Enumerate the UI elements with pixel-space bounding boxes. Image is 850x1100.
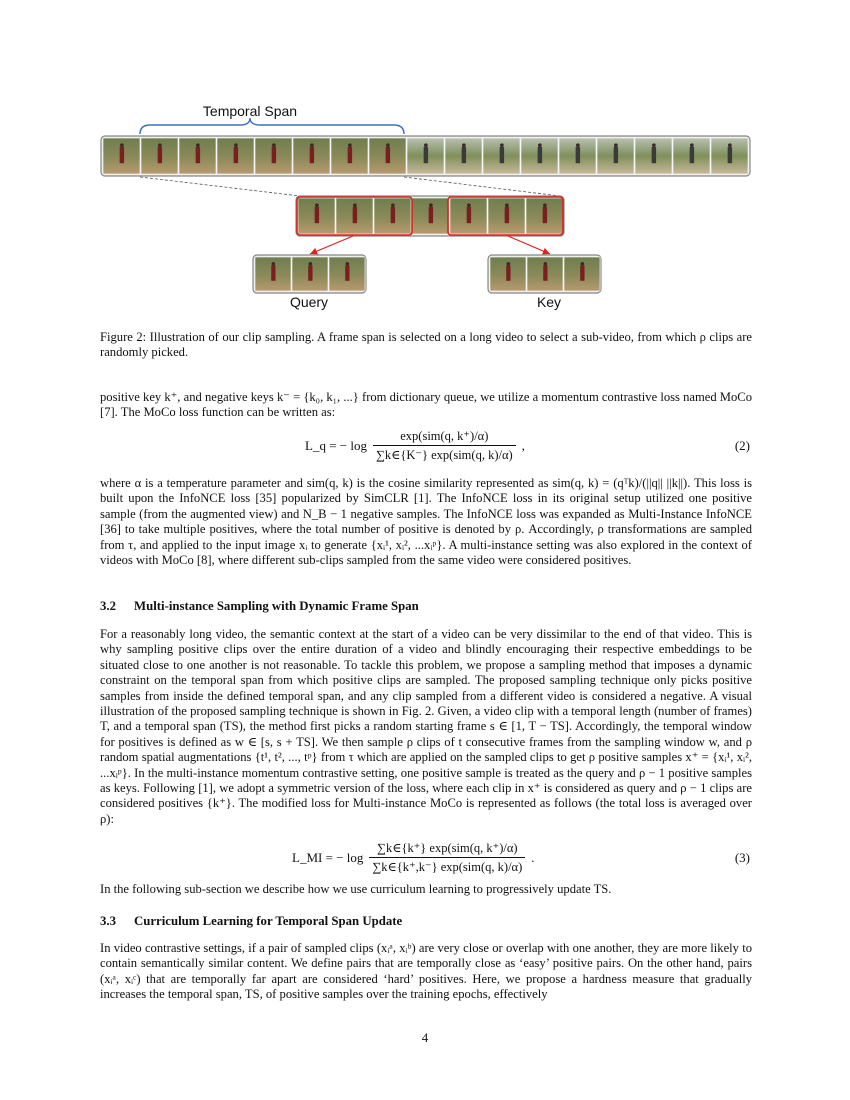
eq2-denominator: ∑k∈{K⁻} exp(sim(q, k)/α) (373, 445, 516, 463)
video-frame-thumbnail (374, 198, 411, 234)
key-label: Key (536, 294, 562, 310)
paragraph-transition: In the following sub-section we describe how we use curriculum learning to progressively update TS. (100, 882, 612, 896)
eq3-trail: . (531, 849, 535, 865)
eq2-numerator: exp(sim(q, k⁺)/α) (400, 429, 489, 443)
key-clip (488, 255, 601, 293)
video-frame-thumbnail (292, 257, 328, 291)
figure-graphic (98, 98, 753, 313)
temporal-span-label: Temporal Span (202, 103, 298, 119)
projection-line-left (140, 177, 300, 196)
video-frame-thumbnail (255, 257, 291, 291)
video-frame-thumbnail (711, 138, 748, 174)
video-frame-thumbnail (597, 138, 634, 174)
video-frame-thumbnail (412, 198, 449, 234)
query-clip (253, 255, 366, 293)
query-arrow (310, 236, 353, 254)
section-title: Curriculum Learning for Temporal Span Update (134, 914, 403, 928)
video-frame-thumbnail (331, 138, 368, 174)
video-frame-thumbnail (217, 138, 254, 174)
eq2-fraction (373, 428, 516, 463)
video-frame-thumbnail (526, 198, 563, 234)
video-frame-thumbnail (488, 198, 525, 234)
eq3-lhs: L_MI = − log (292, 849, 364, 865)
eq3-denominator: ∑k∈{k⁺,k⁻} exp(sim(q, k)/α) (369, 857, 525, 875)
video-frame-thumbnail (635, 138, 672, 174)
eq3-numerator: ∑k∈{k⁺} exp(sim(q, k⁺)/α) (377, 841, 518, 855)
video-frame-strip (101, 136, 750, 176)
query-frames (255, 257, 365, 291)
section-heading-3-2 (100, 599, 419, 614)
paragraph-moco-intro: positive key k⁺, and negative keys k⁻ = {k₀, k₁, ...} from dictionary queue, we utilize a momentum contrastive loss named MoCo [7]. The MoCo loss function can be written as: (100, 390, 752, 420)
section-number: 3.3 (100, 914, 116, 928)
equation-3 (100, 840, 752, 880)
projection-line-right (404, 177, 560, 196)
video-frame-thumbnail (141, 138, 178, 174)
paragraph-sampling: For a reasonably long video, the semantic context at the start of a video can be very dissimilar to the end of that video. This is why sampling positive clips over the entire duration of a video and blindly encouraging their respective embeddings to be situated close to one another is not reasonable. To tackle this problem, we propose a sampling method that imposes a dynamic constraint on the temporal span from which positive clips are sampled. The proposed sampling technique only picks positive samples from inside the defined temporal span, and any clip sampled from a different video is considered a negative. A visual illustration of the proposed sampling technique is shown in Fig. 2. Given, a video clip with a temporal length (number of frames) T, and a temporal span (TS), the method first picks a random starting frame s ∈ [1, T − TS]. Accordingly, the temporal window for positives is defined as w ∈ [s, s + TS]. We then sample ρ clips of t consecutive frames from the sampling window w, and ρ random spatial augmentations {t¹, t², ..., tᵖ} from τ which are applied on the sampled clips to get ρ positive samples x⁺ = {xᵢ¹, xᵢ², ...xᵢᵖ}. In the multi-instance momentum contrastive setting, one positive sample is treated as the query and ρ − 1 positive samples as keys. Following [1], we adopt a symmetric version of the loss, where each clip in x⁺ is considered as query and ρ − 1 clips are considered positives {k⁺}. The modified loss for Multi-instance MoCo is represented as follows (the total loss is averaged over ρ): (100, 627, 752, 826)
video-frame-thumbnail (559, 138, 596, 174)
video-frame-thumbnail (673, 138, 710, 174)
video-frame-thumbnail (564, 257, 600, 291)
figure-caption: Figure 2: Illustration of our clip sampling. A frame span is selected on a long video to select a sub-video, from which ρ clips are randomly picked. (100, 330, 752, 360)
video-frame-thumbnail (527, 257, 563, 291)
video-frame-thumbnail (329, 257, 365, 291)
section-title: Multi-instance Sampling with Dynamic Frame Span (134, 599, 419, 613)
paragraph-infonce: where α is a temperature parameter and sim(q, k) is the cosine similarity represented as sim(q, k) = (qᵀk)/(||q|| ||k||). This loss is built upon the InfoNCE loss [35] popularized by SimCLR [1]. The InfoNCE loss in its original setup utilized one positive sample (from the augmented view) and N_B − 1 negative samples. The InfoNCE loss was expanded as Multi-Instance InfoNCE [36] to take multiple positives, where the total number of positive is denoted by ρ. Accordingly, ρ transformations are sampled from τ, and applied to the input image xᵢ to generate {xᵢ¹, xᵢ², ...xᵢᵖ}. A multi-instance setting was also explored in the context of videos with MoCo [8], where different sub-clips sampled from the same video were considered positives. (100, 476, 752, 568)
sub-video-strip (296, 196, 564, 236)
key-frames (490, 257, 600, 291)
equation-2 (100, 428, 752, 466)
video-frame-thumbnail (483, 138, 520, 174)
section-heading-3-3 (100, 914, 402, 929)
eq2-number: (2) (734, 438, 750, 453)
eq3-number: (3) (734, 850, 750, 865)
video-frame-thumbnail (179, 138, 216, 174)
video-frame-thumbnail (450, 198, 487, 234)
key-arrow (508, 236, 550, 254)
eq2-trail: , (521, 437, 525, 453)
video-frame-thumbnail (293, 138, 330, 174)
temporal-span-brace (140, 118, 404, 134)
sub-frames (298, 198, 563, 234)
figure-clip-sampling (98, 98, 753, 313)
eq2-lhs: L_q = − log (305, 437, 367, 453)
video-frame-thumbnail (103, 138, 140, 174)
video-frame-thumbnail (298, 198, 335, 234)
video-frame-thumbnail (521, 138, 558, 174)
video-frame-thumbnail (336, 198, 373, 234)
video-frame-thumbnail (490, 257, 526, 291)
video-frame-thumbnail (369, 138, 406, 174)
video-frame-thumbnail (407, 138, 444, 174)
paragraph-curriculum: In video contrastive settings, if a pair of sampled clips (xᵢᵃ, xᵢᵇ) are very close or overlap with one another, they are more likely to contain semantically similar content. We define pairs that are temporally close as ‘easy’ positive pairs. On the other hand, pairs (xᵢᵃ, xᵢᶜ) that are temporally far apart are considered ‘hard’ positives. Here, we propose a hardness measure that gradually increases the temporal span, TS, of positive samples over the training epochs, effectively (100, 941, 752, 1002)
section-number: 3.2 (100, 599, 116, 613)
page-number: 4 (421, 1030, 429, 1045)
video-frame-thumbnail (255, 138, 292, 174)
query-label: Query (289, 294, 329, 310)
strip-frames (103, 138, 748, 174)
video-frame-thumbnail (445, 138, 482, 174)
eq3-fraction (369, 840, 525, 875)
